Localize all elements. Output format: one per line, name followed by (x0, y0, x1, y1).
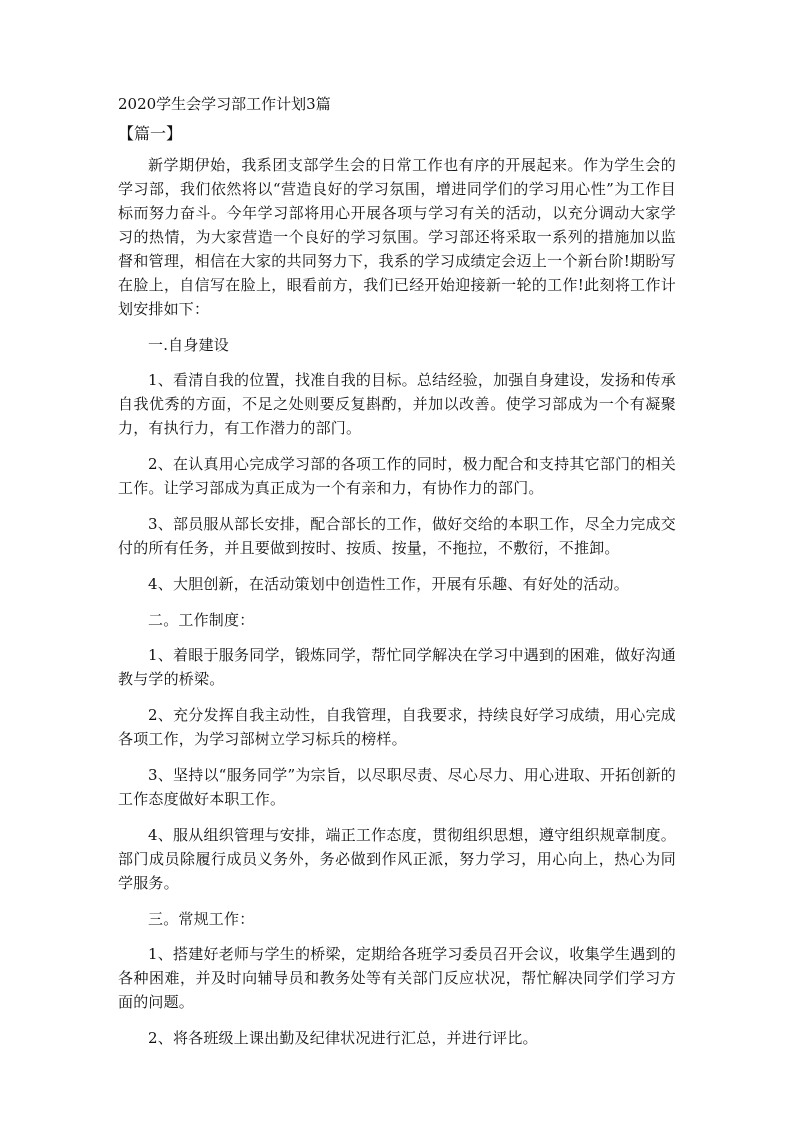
list-item: 2、在认真用心完成学习部的各项工作的同时，极力配合和支持其它部门的相关工作。让学习部成为真正成为一个有亲和力，有协作力的部门。 (118, 455, 676, 497)
heading-self-building: 一.自身建设 (148, 336, 229, 354)
list-item: 4、服从组织管理与安排，端正工作态度，贯彻组织思想，遵守组织规章制度。部门成员除履行成员义务外，务必做到作风正派，努力学习，用心向上，热心为同学服务。 (118, 826, 676, 892)
list-item: 1、搭建好老师与学生的桥梁，定期给各班学习委员召开会议，收集学生遇到的各种困难，并及时向辅导员和教务处等有关部门反应状况，帮忙解决同学们学习方面的问题。 (118, 945, 676, 1011)
intro-paragraph: 新学期伊始，我系团支部学生会的日常工作也有序的开展起来。作为学生会的学习部，我们依然将以“营造良好的学习氛围，增进同学们的学习用心性”为工作目标而努力奋斗。今年学习部将用心开展各项与学习有关的活动，以充分调动大家学习的热情，为大家营造一个良好的学习氛围。学习部还将采取一系列的措施加以监督和管理，相信在大家的共同努力下，我系的学习成绩定会迈上一个新台阶!期盼写在脸上，自信写在脸上，眼看前方，我们已经开始迎接新一轮的工作!此刻将工作计划安排如下： (118, 156, 676, 318)
document-title: 2020学生会学习部工作计划3篇 (118, 95, 331, 113)
heading-routine-work: 三。常规工作： (148, 910, 255, 928)
heading-work-system: 二。工作制度： (148, 611, 255, 629)
list-item: 3、部员服从部长安排，配合部长的工作，做好交给的本职工作，尽全力完成交付的所有任务，并且要做到按时、按质、按量，不拖拉，不敷衍，不推卸。 (118, 515, 676, 557)
section-label: 【篇一】 (118, 124, 183, 143)
list-item: 4、大胆创新，在活动策划中创造性工作，开展有乐趣、有好处的活动。 (148, 575, 629, 593)
list-item: 2、充分发挥自我主动性，自我管理，自我要求，持续良好学习成绩，用心完成各项工作，为学习部树立学习标兵的榜样。 (118, 706, 676, 748)
list-item: 3、坚持以“服务同学”为宗旨，以尽职尽责、尽心尽力、用心进取、开拓创新的工作态度做好本职工作。 (118, 766, 676, 808)
list-item: 1、着眼于服务同学，锻炼同学，帮忙同学解决在学习中遇到的困难，做好沟通教与学的桥梁。 (118, 646, 676, 688)
list-item: 2、将各班级上课出勤及纪律状况进行汇总，并进行评比。 (148, 1029, 538, 1047)
document-page (118, 92, 676, 1062)
list-item: 1、看清自我的位置，找准自我的目标。总结经验，加强自身建设，发扬和传承自我优秀的方面，不足之处则要反复斟酌，并加以改善。使学习部成为一个有凝聚力，有执行力，有工作潜力的部门。 (118, 371, 676, 437)
